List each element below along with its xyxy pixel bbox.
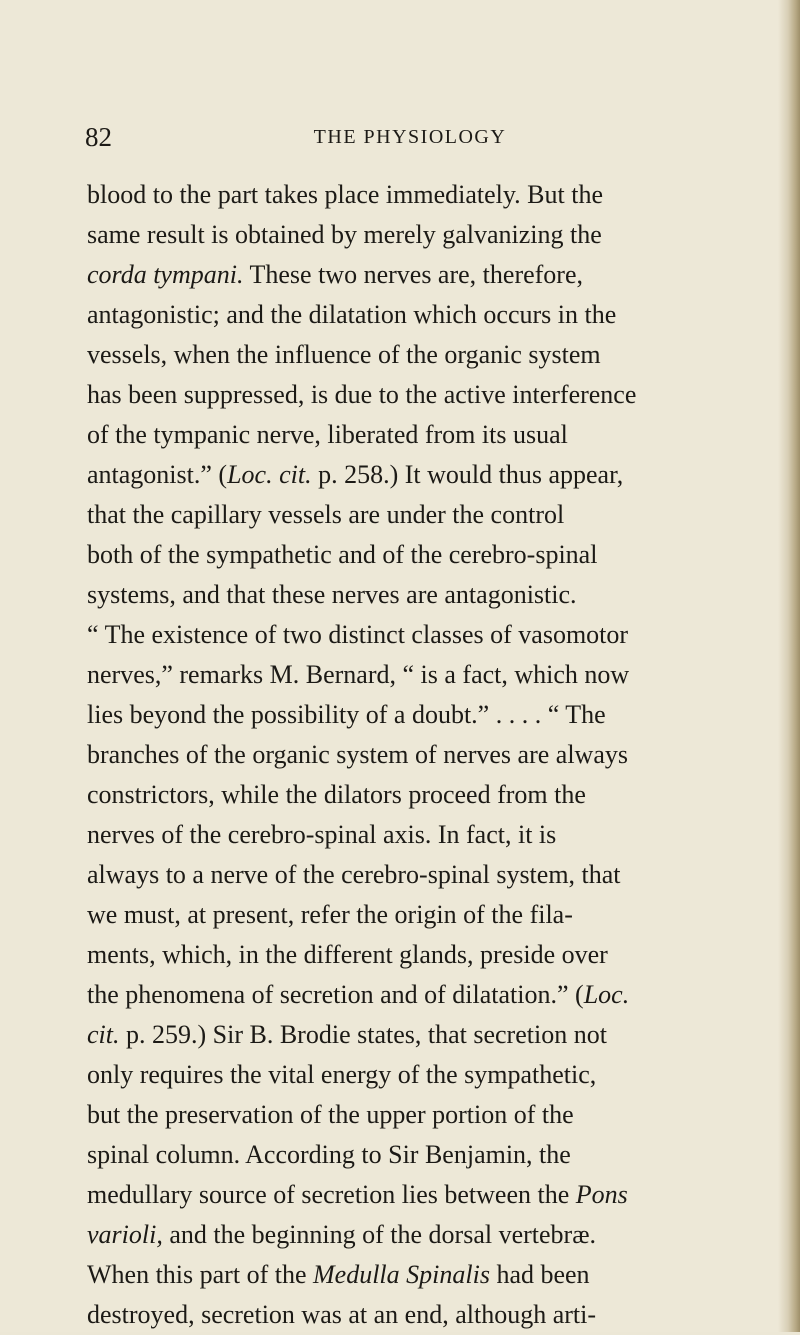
text-line bbox=[87, 695, 747, 735]
text-run: destroyed, secretion was at an end, although arti- bbox=[87, 1300, 596, 1329]
text-line bbox=[87, 815, 747, 855]
italic-text: corda tympani. bbox=[87, 260, 244, 289]
text-line bbox=[87, 455, 747, 495]
text-line bbox=[87, 895, 747, 935]
text-run: medullary source of secretion lies between the bbox=[87, 1180, 576, 1209]
italic-text: Pons bbox=[575, 1180, 628, 1209]
text-run: p. 259.) Sir B. Brodie states, that secretion not bbox=[119, 1020, 607, 1049]
page-number: 82 bbox=[85, 122, 112, 152]
text-run: blood to the part takes place immediately. But the bbox=[87, 180, 604, 209]
text-line bbox=[87, 535, 747, 575]
text-run: branches of the organic system of nerves are always bbox=[87, 740, 628, 769]
text-line bbox=[87, 1175, 747, 1215]
text-line bbox=[87, 1135, 747, 1175]
text-line bbox=[87, 1215, 747, 1255]
text-line bbox=[87, 295, 747, 335]
text-run: constrictors, while the dilators proceed from the bbox=[87, 780, 586, 809]
page-header bbox=[85, 122, 735, 162]
text-run: antagonist.” ( bbox=[87, 460, 228, 489]
italic-text: Loc. bbox=[583, 980, 630, 1009]
text-run: nerves of the cerebro-spinal axis. In fact, it is bbox=[87, 820, 557, 849]
text-run: “ The existence of two distinct classes of vasomotor bbox=[87, 620, 629, 649]
text-line bbox=[87, 615, 747, 655]
text-run: nerves,” remarks M. Bernard, “ is a fact, which now bbox=[87, 660, 630, 689]
text-run: antagonistic; and the dilatation which occurs in the bbox=[87, 300, 617, 329]
text-line bbox=[87, 735, 747, 775]
text-line bbox=[87, 495, 747, 535]
italic-text: cit. bbox=[87, 1020, 120, 1049]
text-line bbox=[87, 975, 747, 1015]
text-run: When this part of the bbox=[87, 1260, 313, 1289]
text-line bbox=[87, 375, 747, 415]
text-line bbox=[87, 855, 747, 895]
text-line bbox=[87, 1055, 747, 1095]
text-run: that the capillary vessels are under the control bbox=[87, 500, 565, 529]
text-line bbox=[87, 935, 747, 975]
text-run: ments, which, in the different glands, preside over bbox=[87, 940, 608, 969]
text-run: both of the sympathetic and of the cerebro-spinal bbox=[87, 540, 598, 569]
text-line bbox=[87, 1255, 747, 1295]
text-run: had been bbox=[489, 1260, 590, 1289]
text-line bbox=[87, 1295, 747, 1335]
text-run: same result is obtained by merely galvanizing the bbox=[87, 220, 602, 249]
text-run: spinal column. According to Sir Benjamin, the bbox=[87, 1140, 571, 1169]
text-run: has been suppressed, is due to the active interference bbox=[87, 380, 637, 409]
text-line bbox=[87, 415, 747, 455]
text-line bbox=[87, 655, 747, 695]
text-run: the phenomena of secretion and of dilatation.” ( bbox=[87, 980, 584, 1009]
text-run: p. 258.) It would thus appear, bbox=[311, 460, 624, 489]
text-line bbox=[87, 175, 747, 215]
italic-text: varioli, bbox=[87, 1220, 163, 1249]
text-run: These two nerves are, therefore, bbox=[243, 260, 583, 289]
text-line bbox=[87, 775, 747, 815]
running-head: THE PHYSIOLOGY bbox=[313, 126, 507, 148]
text-line bbox=[87, 575, 747, 615]
text-line bbox=[87, 1015, 747, 1055]
text-run: systems, and that these nerves are antagonistic. bbox=[87, 580, 577, 609]
text-line bbox=[87, 335, 747, 375]
text-run: but the preservation of the upper portion of the bbox=[87, 1100, 574, 1129]
text-line bbox=[87, 215, 747, 255]
text-run: lies beyond the possibility of a doubt.” . . . . “ The bbox=[87, 700, 606, 729]
text-run: of the tympanic nerve, liberated from its usual bbox=[87, 420, 568, 449]
italic-text: Medulla Spinalis bbox=[313, 1260, 490, 1289]
text-line bbox=[87, 255, 747, 295]
text-run: vessels, when the influence of the organic system bbox=[87, 340, 601, 369]
text-run: only requires the vital energy of the sympathetic, bbox=[87, 1060, 597, 1089]
text-run: and the beginning of the dorsal vertebræ. bbox=[162, 1220, 597, 1249]
italic-text: Loc. cit. bbox=[227, 460, 312, 489]
page-edge-shadow bbox=[778, 0, 800, 1332]
text-line bbox=[87, 1095, 747, 1135]
text-run: we must, at present, refer the origin of the fila- bbox=[87, 900, 573, 929]
body-text bbox=[87, 175, 747, 1335]
text-run: always to a nerve of the cerebro-spinal system, that bbox=[87, 860, 621, 889]
